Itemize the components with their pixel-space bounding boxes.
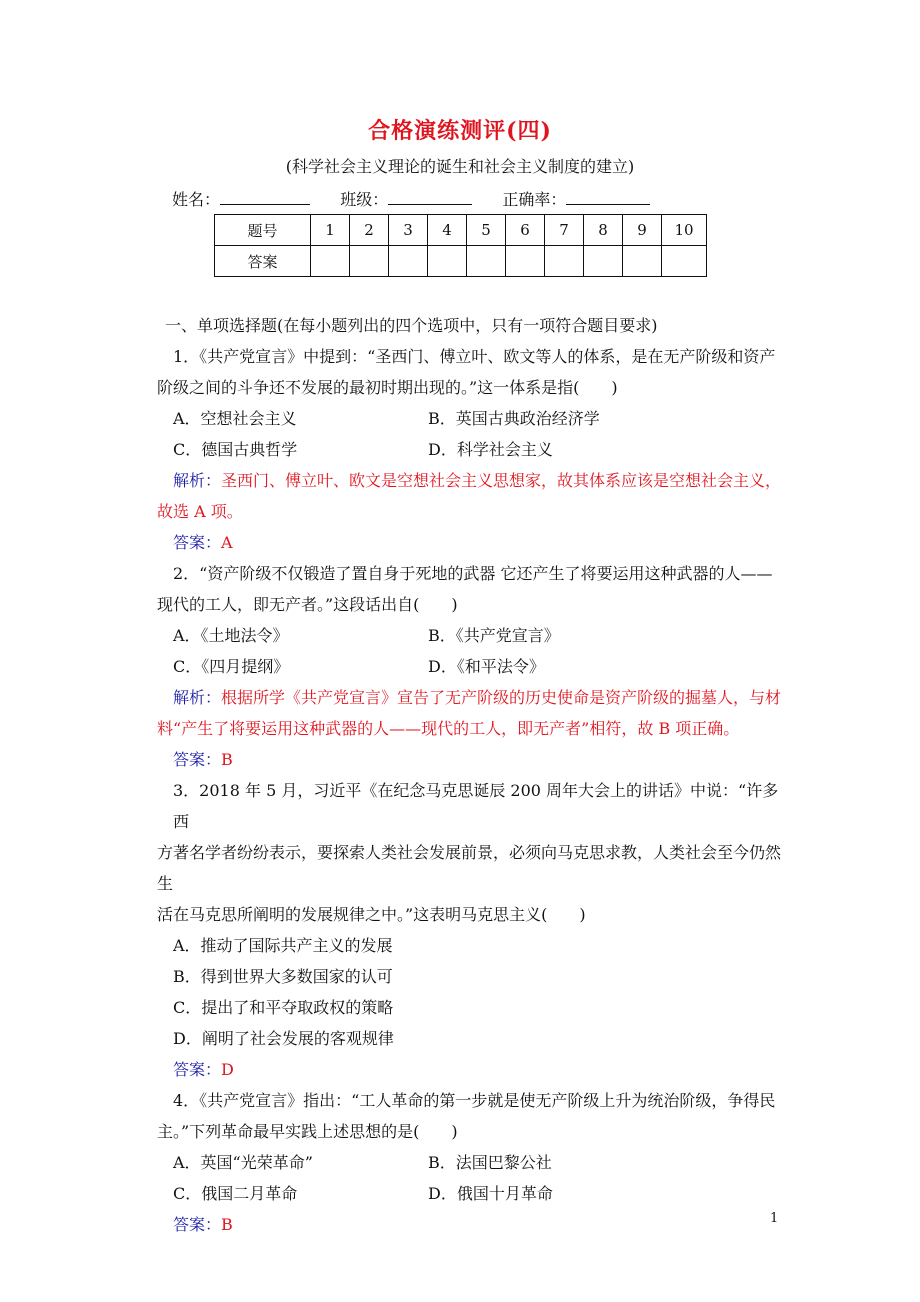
question-number-cell: 7 <box>545 215 584 246</box>
question-content <box>157 310 785 1240</box>
page-number: 1 <box>770 1211 779 1226</box>
q3-stem-line: 活在马克思所阐明的发展规律之中。”这表明马克思主义( ) <box>157 905 586 924</box>
answer-label: 答案： <box>173 1215 222 1234</box>
answer-table-answer-row <box>215 246 707 277</box>
q3-answer-value: D <box>221 1060 234 1079</box>
q3-stem-line: 3．2018 年 5 月，习近平《在纪念马克思诞辰 200 周年大会上的讲话》中说：“许多西 <box>173 781 779 831</box>
q2-options-row <box>165 651 785 682</box>
page-title: 合格演练测评(四) <box>368 118 552 144</box>
q4-options-row <box>165 1147 785 1178</box>
answer-cell[interactable] <box>389 246 428 277</box>
q4-stem-line: 主。”下列革命最早实践上述思想的是( ) <box>157 1122 458 1141</box>
q1-stem-line: 1．《共产党宣言》中提到：“圣西门、傅立叶、欧文等人的体系，是在无产阶级和资产 <box>173 347 776 366</box>
student-info-line <box>172 187 650 210</box>
q1-option-b: B．英国古典政治经济学 <box>428 409 600 428</box>
q1-answer-value: A <box>221 533 233 552</box>
answer-label: 答案： <box>173 1060 222 1079</box>
q2-option-d: D．《和平法令》 <box>428 657 545 676</box>
question-number-cell: 2 <box>350 215 389 246</box>
q3-option-a: A．推动了国际共产主义的发展 <box>173 936 393 955</box>
answer-cell[interactable] <box>662 246 707 277</box>
q2-option-b: B．《共产党宣言》 <box>428 626 560 645</box>
q2-option-a: A．《土地法令》 <box>173 626 289 645</box>
q2-analysis-cont: 料“产生了将要运用这种武器的人——现代的工人，即无产者”相符，故 B 项正确。 <box>157 719 740 738</box>
answer-label: 答案： <box>173 533 222 552</box>
q2-options-row <box>165 620 785 651</box>
q4-option-c: C．俄国二月革命 <box>173 1184 298 1203</box>
question-number-cell: 4 <box>428 215 467 246</box>
q2-stem-line: 现代的工人，即无产者。”这段话出自( ) <box>157 595 458 614</box>
q1-option-a: A．空想社会主义 <box>173 409 297 428</box>
q3-option-d: D．阐明了社会发展的客观规律 <box>173 1029 394 1048</box>
question-number-cell: 3 <box>389 215 428 246</box>
q1-options-row <box>165 434 785 465</box>
q3-answer <box>165 1054 785 1085</box>
q4-options-row <box>165 1178 785 1209</box>
answer-cell[interactable] <box>623 246 662 277</box>
page-subtitle: (科学社会主义理论的诞生和社会主义制度的建立) <box>285 157 635 176</box>
answer-cell[interactable] <box>467 246 506 277</box>
q3-option-b: B．得到世界大多数国家的认可 <box>173 967 393 986</box>
answer-label: 答案： <box>173 750 222 769</box>
q3-stem-line: 方著名学者纷纷表示，要探索人类社会发展前景，必须向马克思求教，人类社会至今仍然生 <box>157 843 782 893</box>
accuracy-label: 正确率： <box>502 190 567 209</box>
answer-cell[interactable] <box>584 246 623 277</box>
answer-table-number-row <box>215 215 707 246</box>
q2-answer-value: B <box>221 750 233 769</box>
answer-header: 答案 <box>215 246 311 277</box>
question-number-cell: 9 <box>623 215 662 246</box>
question-number-header: 题号 <box>215 215 311 246</box>
question-number-cell: 8 <box>584 215 623 246</box>
q3-option-c: C．提出了和平夺取政权的策略 <box>173 998 394 1017</box>
answer-table <box>214 214 707 277</box>
q1-analysis-text: 圣西门、傅立叶、欧文是空想社会主义思想家，故其体系应该是空想社会主义， <box>221 471 782 490</box>
q4-option-d: D．俄国十月革命 <box>428 1184 553 1203</box>
q4-option-a: A．英国“光荣革命” <box>173 1153 313 1172</box>
section-heading: 一、单项选择题(在每小题列出的四个选项中，只有一项符合题目要求) <box>165 316 658 335</box>
question-number-cell: 10 <box>662 215 707 246</box>
q2-option-c: C．《四月提纲》 <box>173 657 290 676</box>
answer-cell[interactable] <box>428 246 467 277</box>
answer-cell[interactable] <box>311 246 350 277</box>
question-number-cell: 1 <box>311 215 350 246</box>
question-number-cell: 6 <box>506 215 545 246</box>
q4-answer <box>165 1209 785 1240</box>
q1-analysis <box>165 465 785 496</box>
q2-stem-line: 2．“资产阶级不仅锻造了置自身于死地的武器 它还产生了将要运用这种武器的人—— <box>173 564 773 583</box>
answer-cell[interactable] <box>545 246 584 277</box>
q2-answer <box>165 744 785 775</box>
name-blank <box>220 190 310 205</box>
q1-answer <box>165 527 785 558</box>
q1-option-c: C．德国古典哲学 <box>173 440 298 459</box>
q1-stem-line: 阶级之间的斗争还不发展的最初时期出现的。”这一体系是指( ) <box>157 378 618 397</box>
name-label: 姓名： <box>172 190 221 209</box>
q1-option-d: D．科学社会主义 <box>428 440 553 459</box>
q1-analysis-cont: 故选 A 项。 <box>157 502 243 521</box>
question-number-cell: 5 <box>467 215 506 246</box>
q4-stem-line: 4．《共产党宣言》指出：“工人革命的第一步就是使无产阶级上升为统治阶级，争得民 <box>173 1091 776 1110</box>
analysis-label: 解析： <box>173 471 222 490</box>
q4-answer-value: B <box>221 1215 233 1234</box>
answer-cell[interactable] <box>506 246 545 277</box>
accuracy-blank <box>566 190 650 205</box>
class-blank <box>388 190 472 205</box>
class-label: 班级： <box>340 190 389 209</box>
q2-analysis <box>165 682 785 713</box>
q4-option-b: B．法国巴黎公社 <box>428 1153 552 1172</box>
q2-analysis-text: 根据所学《共产党宣言》宣告了无产阶级的历史使命是资产阶级的掘墓人，与材 <box>221 688 782 707</box>
answer-cell[interactable] <box>350 246 389 277</box>
q1-options-row <box>165 403 785 434</box>
analysis-label: 解析： <box>173 688 222 707</box>
